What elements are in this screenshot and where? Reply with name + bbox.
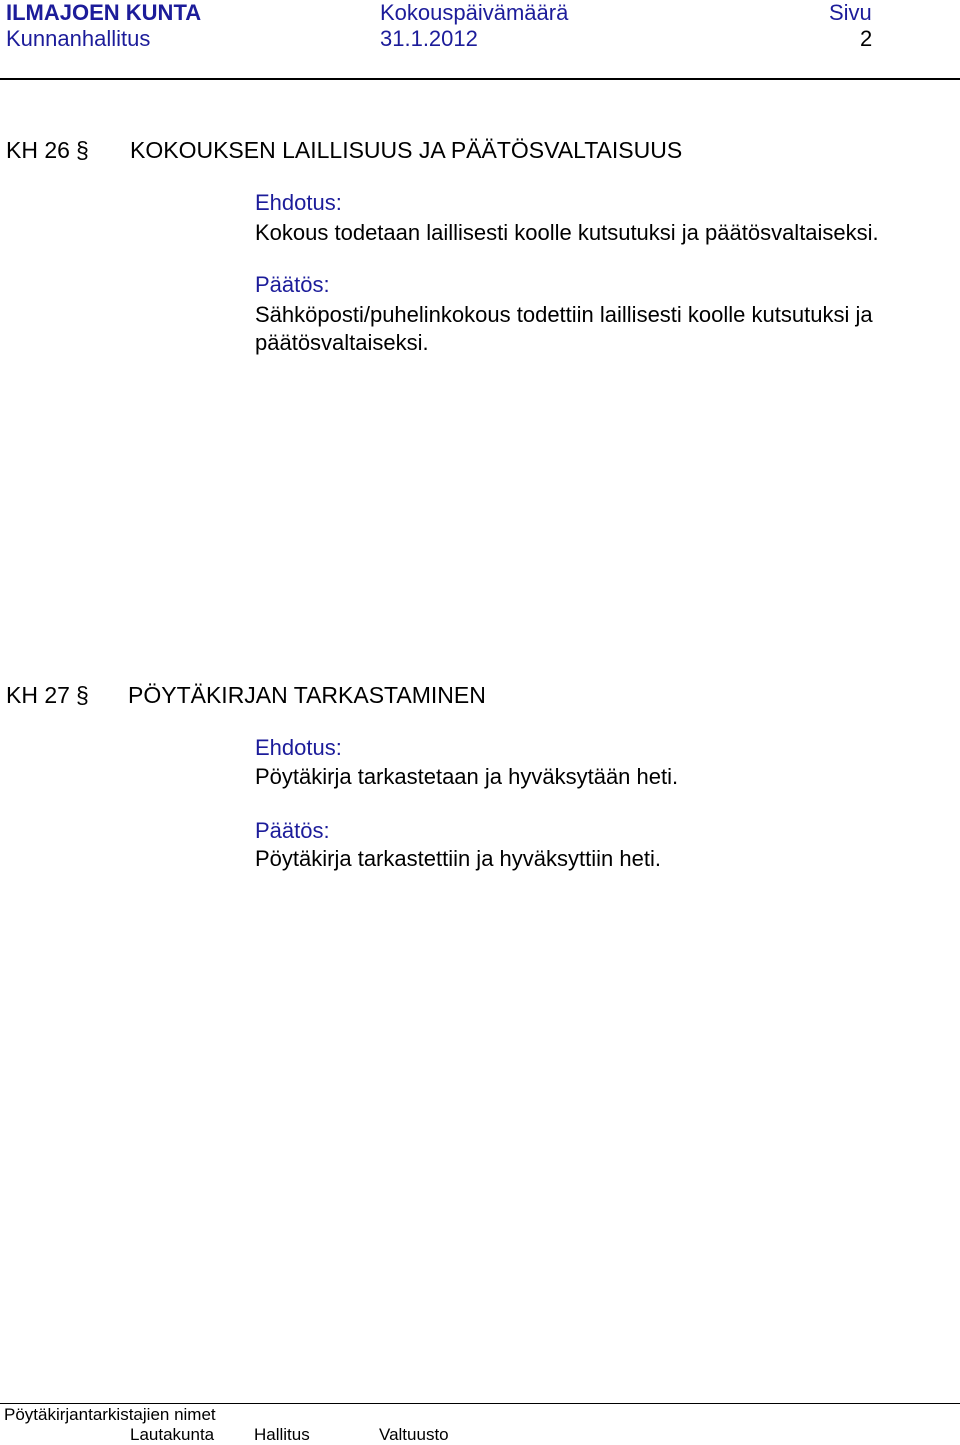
organization-name: ILMAJOEN KUNTA <box>6 0 202 25</box>
decision-label: Päätös: <box>255 818 330 843</box>
section-symbol: § <box>76 137 89 163</box>
decision-label: Päätös: <box>255 272 330 297</box>
page-number: 2 <box>860 26 873 51</box>
section-title: KOKOUKSEN LAILLISUUS JA PÄÄTÖSVALTAISUUS <box>130 137 683 163</box>
meeting-date: 31.1.2012 <box>380 26 478 51</box>
proposal-label: Ehdotus: <box>255 735 342 760</box>
committee-name: Kunnanhallitus <box>6 26 151 51</box>
section-title: PÖYTÄKIRJAN TARKASTAMINEN <box>128 682 486 708</box>
date-label: Kokouspäivämäärä <box>380 0 569 25</box>
section-symbol: § <box>76 682 89 708</box>
header-divider <box>0 78 960 80</box>
footer-divider <box>0 1403 960 1404</box>
decision-text-line-1: Sähköposti/puhelinkokous todettiin laillisesti koolle kutsutuksi ja <box>255 302 873 327</box>
proposal-label: Ehdotus: <box>255 190 342 215</box>
footer-column-lautakunta: Lautakunta <box>130 1425 215 1444</box>
decision-text-line-2: päätösvaltaiseksi. <box>255 330 429 355</box>
section-number: KH 26 <box>6 137 70 163</box>
decision-text: Pöytäkirja tarkastettiin ja hyväksyttiin heti. <box>255 846 661 871</box>
footer-column-valtuusto: Valtuusto <box>379 1425 449 1444</box>
footer-column-hallitus: Hallitus <box>254 1425 310 1444</box>
signatures-label: Pöytäkirjantarkistajien nimet <box>4 1405 216 1424</box>
section-number: KH 27 <box>6 682 70 708</box>
proposal-text: Kokous todetaan laillisesti koolle kutsutuksi ja päätösvaltaiseksi. <box>255 220 879 245</box>
page-label: Sivu <box>829 0 872 25</box>
proposal-text: Pöytäkirja tarkastetaan ja hyväksytään heti. <box>255 764 679 789</box>
